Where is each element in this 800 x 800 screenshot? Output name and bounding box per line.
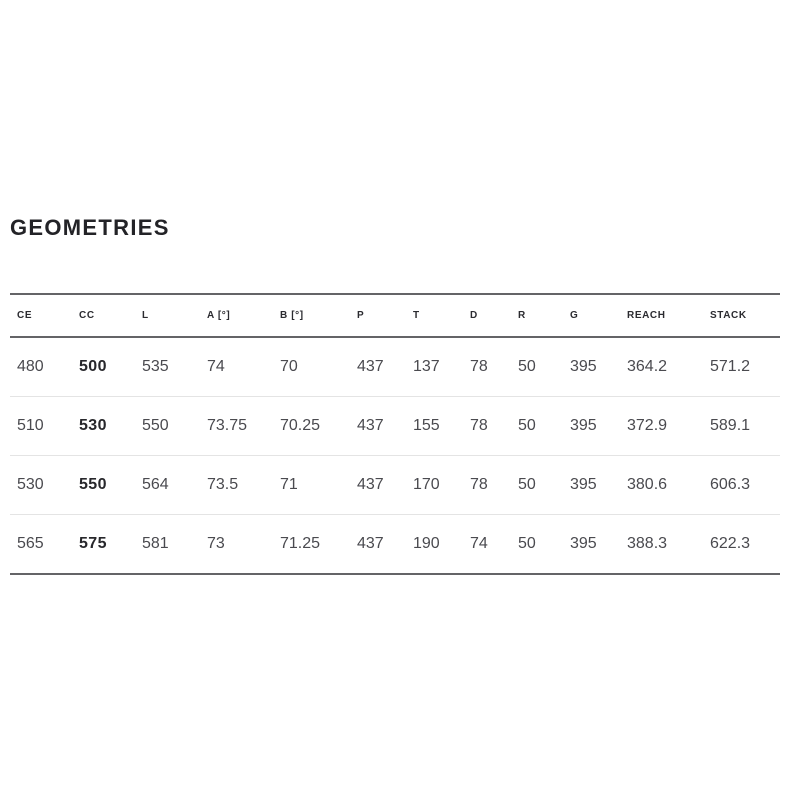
table-cell: 530 <box>10 456 72 515</box>
table-cell: 437 <box>350 515 406 575</box>
column-header: T <box>406 294 463 337</box>
table-row <box>10 515 780 575</box>
table-cell: 78 <box>463 397 511 456</box>
column-header: REACH <box>620 294 703 337</box>
table-cell: 500 <box>72 337 135 397</box>
column-header: L <box>135 294 200 337</box>
table-cell: 364.2 <box>620 337 703 397</box>
table-cell: 71.25 <box>273 515 350 575</box>
table-cell: 73 <box>200 515 273 575</box>
table-cell: 437 <box>350 337 406 397</box>
table-row <box>10 337 780 397</box>
table-cell: 74 <box>463 515 511 575</box>
table-cell: 71 <box>273 456 350 515</box>
table-cell: 50 <box>511 456 563 515</box>
table-cell: 565 <box>10 515 72 575</box>
geometry-table <box>10 293 780 575</box>
geometry-table-body <box>10 337 780 574</box>
column-header: R <box>511 294 563 337</box>
table-cell: 50 <box>511 515 563 575</box>
table-cell: 190 <box>406 515 463 575</box>
table-cell: 589.1 <box>703 397 780 456</box>
table-cell: 510 <box>10 397 72 456</box>
table-cell: 74 <box>200 337 273 397</box>
table-cell: 170 <box>406 456 463 515</box>
table-cell: 155 <box>406 397 463 456</box>
table-cell: 78 <box>463 337 511 397</box>
column-header: CE <box>10 294 72 337</box>
column-header: P <box>350 294 406 337</box>
table-header-row <box>10 294 780 337</box>
table-cell: 395 <box>563 456 620 515</box>
table-row <box>10 456 780 515</box>
table-row <box>10 397 780 456</box>
table-cell: 395 <box>563 515 620 575</box>
column-header: B [°] <box>273 294 350 337</box>
page-title: GEOMETRIES <box>10 215 170 240</box>
table-cell: 137 <box>406 337 463 397</box>
table-cell: 581 <box>135 515 200 575</box>
table-cell: 480 <box>10 337 72 397</box>
table-cell: 535 <box>135 337 200 397</box>
table-cell: 571.2 <box>703 337 780 397</box>
table-cell: 575 <box>72 515 135 575</box>
column-header: CC <box>72 294 135 337</box>
table-cell: 73.5 <box>200 456 273 515</box>
table-cell: 437 <box>350 397 406 456</box>
table-cell: 372.9 <box>620 397 703 456</box>
table-cell: 50 <box>511 337 563 397</box>
column-header: STACK <box>703 294 780 337</box>
table-cell: 622.3 <box>703 515 780 575</box>
table-cell: 73.75 <box>200 397 273 456</box>
table-cell: 50 <box>511 397 563 456</box>
table-cell: 78 <box>463 456 511 515</box>
geometry-table-head <box>10 294 780 337</box>
table-cell: 550 <box>135 397 200 456</box>
table-cell: 395 <box>563 397 620 456</box>
column-header: A [°] <box>200 294 273 337</box>
table-cell: 564 <box>135 456 200 515</box>
table-cell: 606.3 <box>703 456 780 515</box>
table-cell: 380.6 <box>620 456 703 515</box>
table-cell: 530 <box>72 397 135 456</box>
column-header: G <box>563 294 620 337</box>
table-cell: 70.25 <box>273 397 350 456</box>
column-header: D <box>463 294 511 337</box>
table-cell: 550 <box>72 456 135 515</box>
table-cell: 70 <box>273 337 350 397</box>
table-cell: 395 <box>563 337 620 397</box>
table-cell: 388.3 <box>620 515 703 575</box>
table-cell: 437 <box>350 456 406 515</box>
